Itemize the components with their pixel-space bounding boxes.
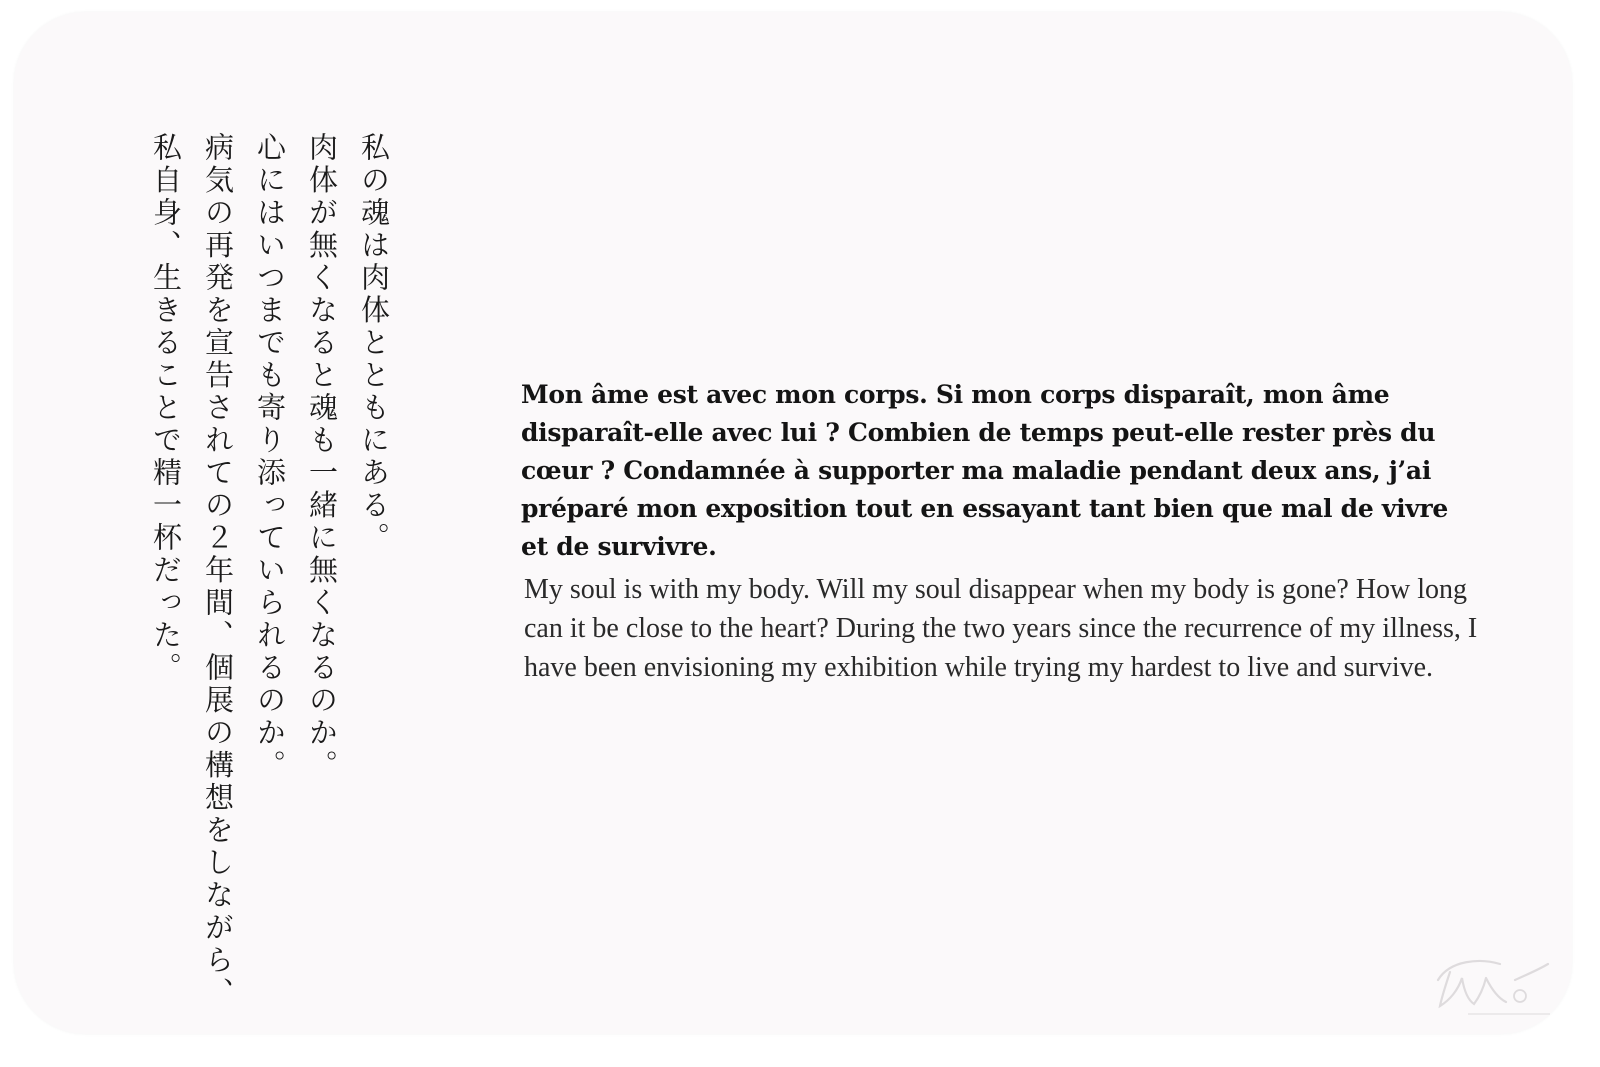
- japanese-line-2: 肉体が無くなると魂も一緒に無くなるのか。: [305, 132, 339, 782]
- japanese-line-3: 心にはいつまでも寄り添っていられるのか。: [253, 132, 287, 782]
- japanese-line-5: 私自身、生きることで精一杯だった。: [149, 132, 183, 685]
- french-paragraph: Mon âme est avec mon corps. Si mon corps disparaît, mon âme disparaît-elle avec lui ? Combien de temps peut-elle rester près du cœur ? Condamnée à supporter ma maladie pendant deux ans, j’ai préparé mon exposition tout en essayant tant bien que mal de vivre et de survivre.: [521, 380, 1448, 561]
- signature-logo-icon: [1420, 950, 1560, 1020]
- japanese-line-1: 私の魂は肉体とともにある。: [357, 132, 391, 555]
- english-paragraph: My soul is with my body. Will my soul disappear when my body is gone? How long can it be close to the heart? During the two years since the recurrence of my illness, I have been envisioning my exhibition while trying my hardest to live and survive.: [524, 574, 1478, 683]
- japanese-text: [140, 132, 400, 1010]
- japanese-line-4: 病気の再発を宣告されての２年間、個展の構想をしながら、: [201, 132, 235, 1010]
